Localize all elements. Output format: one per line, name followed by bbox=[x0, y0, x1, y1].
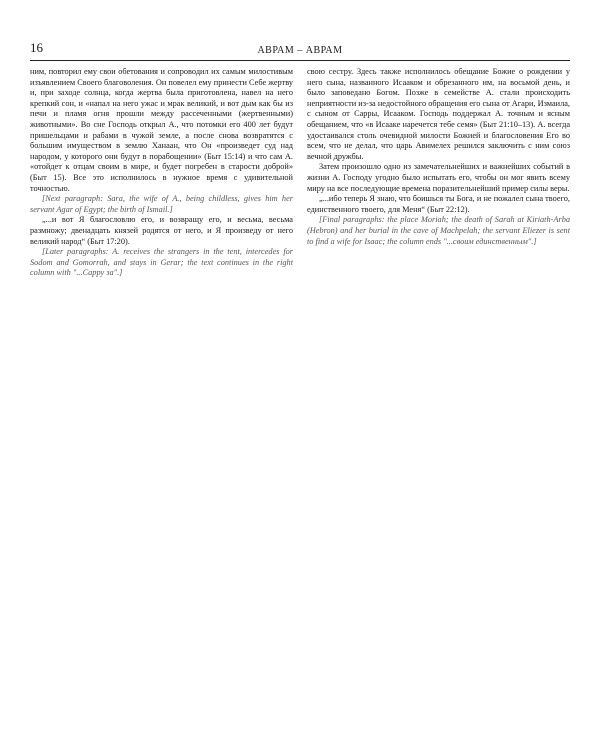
left-column-note: [Next paragraph: Sara, the wife of A., being childless, gives him her servant Agar of Egypt; the birth of Ismail.] bbox=[30, 194, 293, 214]
right-column-note: [Final paragraphs: the place Moriah; the death of Sarah at Kiriath-Arba (Hebron) and her burial in the cave of Machpelah; the servant Eliezer is sent to find a wife for Isaac; the column ends "...своим единственным".] bbox=[307, 215, 570, 246]
left-column-note: [Later paragraphs: A. receives the strangers in the tent, intercedes for Sodom and Gomorrah, and stays in Gerar; the text continues in the right column with "...Сарру за".] bbox=[30, 247, 293, 278]
right-column-paragraph: „...ибо теперь Я знаю, что боишься ты Бога, и не пожалел сына твоего, единственного твоего, для Меня“ (Быт 22:12). bbox=[307, 194, 570, 214]
left-column-paragraph: „...и вот Я благословлю его, и возвращу его, и весьма, весьма размножу; двенадцать князей родятся от него, и Я произведу от него великий народ“ (Быт 17:20). bbox=[30, 215, 293, 246]
right-column-paragraph: свою сестру. Здесь также исполнилось обещание Божие о рождении у него сына, названного Исааком и обрезанного им, на восьмой день, и было заповедано Богом. Позже в семействе А. стали происходить неприятности из-за недостойного обращения его сына от Агари, Измаила, с сыном от Сарры, Исааком. Господь поддержал А. точным и ясным обещанием, что «в Исааке наречется тебе семя» (Быт 21:10–13). А. всегда удостаивался столь очевидной милости Божией и благословения Его во всем, что не делал, что царь Авимелех решился заключить с ним союз вечной дружбы. bbox=[307, 67, 570, 161]
running-head: АВРАМ – АВРАМ bbox=[257, 45, 343, 56]
text-columns bbox=[30, 67, 570, 743]
left-column bbox=[30, 67, 293, 743]
right-column bbox=[307, 67, 570, 743]
header-rule bbox=[30, 60, 570, 61]
page-header bbox=[30, 36, 570, 56]
left-column-paragraph: ним, повторил ему свои обетования и сопроводил их самым милостивым изъявлением Своего благоволения. Он повелел ему принести Себе жертву и, при заходе солнца, когда жертва была приготовлена, навел на него крепкий сон, и «напал на него ужас и мрак великий, и вот дым как бы из печи и пламя огня прошли между рассеченными (жертвенными) животными». Во сне Господь открыл А., что потомки его 400 лет будут пришельцами и рабами в чужой земле, а после снова возвратятся с большим имуществом в землю Ханаан, что Он «произведет суд над народом, у которого они будут в порабощении» (Быт 15:14) и что сам А. «отойдет к отцам своим в мире, и будет погребен в старости доброй» (Быт 15). Все это исполнилось в нужное время с удивительной точностью. bbox=[30, 67, 293, 193]
page-number: 16 bbox=[30, 40, 43, 55]
right-column-paragraph: Затем произошло одно из замечательнейших и важнейших событий в жизни А. Господу угодно было испытать его, чтобы он мог явить всему миру на все последующие времена поразительнейший пример силы веры. bbox=[307, 162, 570, 193]
